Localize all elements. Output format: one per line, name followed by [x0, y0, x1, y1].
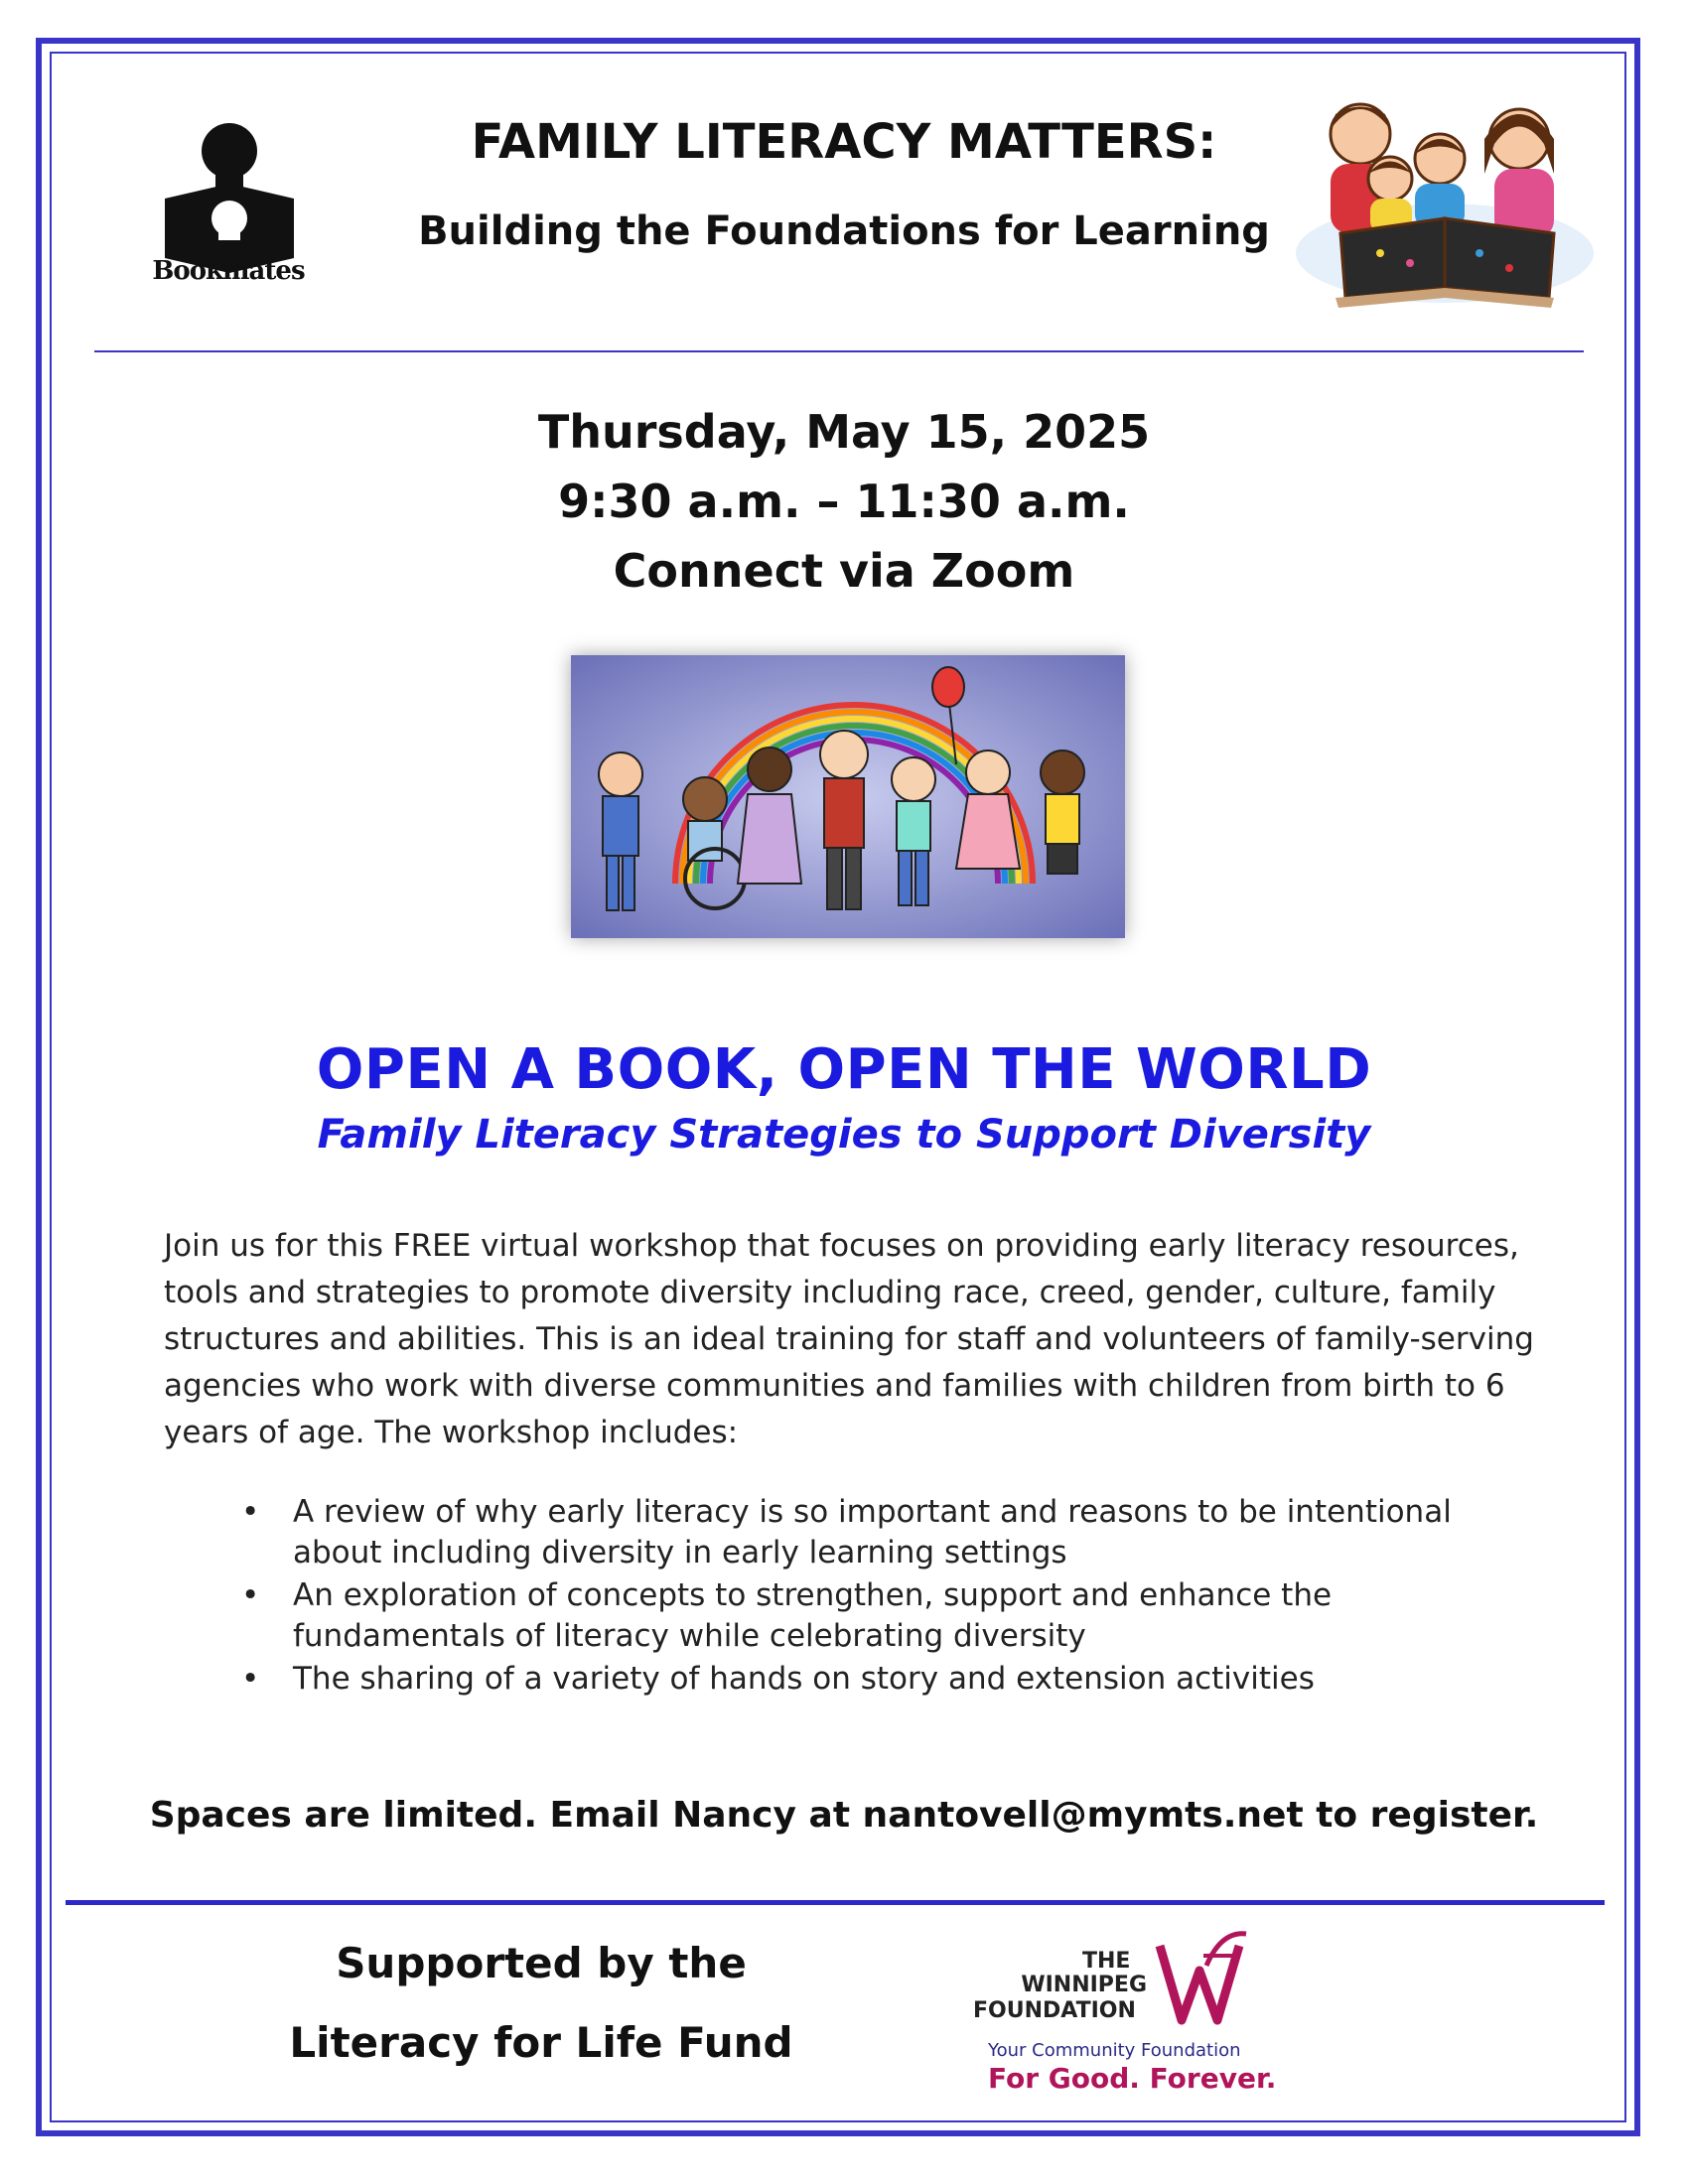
- page-subtitle: Building the Foundations for Learning: [418, 208, 1270, 254]
- workshop-description: Join us for this FREE virtual workshop that focuses on providing early literacy resources, tools and strategies to promote diversity including race, creed, gender, culture, family structures and abilities. This is an ideal training for staff and volunteers of family-serving agencies who work with diverse communities and families with children from birth to 6 years of age. The workshop includes:: [164, 1228, 1534, 1450]
- family-reading-illustration: [1291, 84, 1599, 313]
- bullet-icon: •: [241, 1494, 260, 1530]
- bullet-icon: •: [241, 1577, 260, 1613]
- sponsor-slogan: For Good. Forever.: [988, 2062, 1277, 2095]
- event-date: Thursday, May 15, 2025: [537, 405, 1151, 459]
- event-time: 9:30 a.m. – 11:30 a.m.: [558, 475, 1130, 528]
- workshop-includes-list: [233, 1492, 1514, 1702]
- workshop-headline: OPEN A BOOK, OPEN THE WORLD: [316, 1037, 1372, 1102]
- sponsor-logo-name: WINNIPEG: [1021, 1973, 1147, 1997]
- diverse-children-illustration: [571, 655, 1125, 938]
- list-item-text: A review of why early literacy is so important and reasons to be intentional about including diversity in early learning settings: [293, 1494, 1452, 1570]
- list-item-text: An exploration of concepts to strengthen, support and enhance the fundamentals of literacy while celebrating diversity: [293, 1577, 1333, 1654]
- registration-notice[interactable]: Spaces are limited. Email Nancy at nantovell@mymts.net to register.: [149, 1795, 1539, 1836]
- footer-divider: [66, 1900, 1605, 1905]
- event-location: Connect via Zoom: [613, 544, 1075, 598]
- sponsor-logo-foundation: FOUNDATION: [973, 1998, 1136, 2023]
- winnipeg-foundation-logo-mark: [1152, 1926, 1251, 2035]
- sponsor-tagline: Your Community Foundation: [988, 2040, 1241, 2061]
- sponsor-logo-the: THE: [1082, 1949, 1131, 1974]
- page-title: FAMILY LITERACY MATTERS:: [471, 114, 1217, 170]
- support-line-1: Supported by the: [336, 1939, 747, 1987]
- list-item: [233, 1659, 1514, 1700]
- list-item: [233, 1492, 1514, 1573]
- list-item-text: The sharing of a variety of hands on story and extension activities: [293, 1661, 1315, 1697]
- list-item: [233, 1575, 1514, 1657]
- workshop-tagline: Family Literacy Strategies to Support Diversity: [317, 1112, 1371, 1158]
- support-line-2: Literacy for Life Fund: [289, 2018, 793, 2067]
- bullet-icon: •: [241, 1661, 260, 1697]
- header-divider: [94, 350, 1584, 352]
- bookmates-logo-text: Bookmates: [152, 256, 305, 286]
